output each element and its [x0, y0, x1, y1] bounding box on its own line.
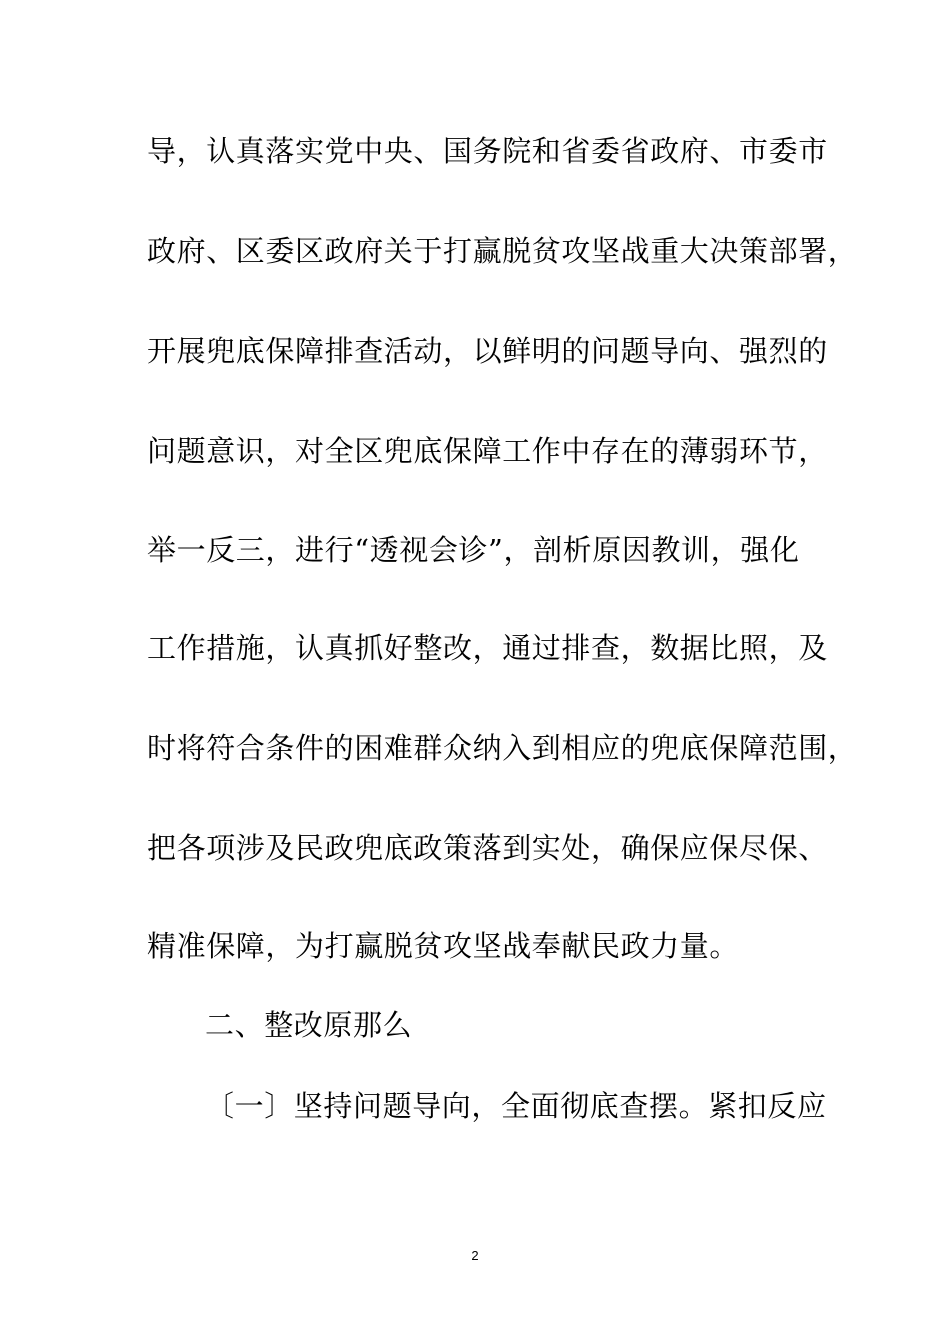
page-number: 2: [471, 1248, 479, 1263]
paragraph-line-9: 精准保障，为打赢脱贫攻坚战奉献民政力量。: [147, 929, 740, 963]
subsection-line: 〔一〕坚持问题导向，全面彻底查摆。紧扣反应: [205, 1089, 827, 1123]
section-heading: 二、整改原那么: [205, 1008, 413, 1042]
paragraph-line-7: 时将符合条件的困难群众纳入到相应的兜底保障范围，: [147, 731, 858, 765]
paragraph-line-4: 问题意识，对全区兜底保障工作中存在的薄弱环节，: [147, 434, 828, 468]
paragraph-line-1: 导，认真落实党中央、国务院和省委省政府、市委市: [147, 134, 828, 168]
paragraph-line-6: 工作措施，认真抓好整改，通过排查，数据比照，及: [147, 631, 828, 665]
paragraph-line-2: 政府、区委区政府关于打赢脱贫攻坚战重大决策部署，: [147, 234, 858, 268]
paragraph-line-5: 举一反三，进行“透视会诊”，剖析原因教训，强化: [147, 533, 800, 567]
paragraph-line-8: 把各项涉及民政兜底政策落到实处，确保应保尽保、: [147, 831, 828, 865]
paragraph-line-3: 开展兜底保障排查活动，以鲜明的问题导向、强烈的: [147, 334, 828, 368]
